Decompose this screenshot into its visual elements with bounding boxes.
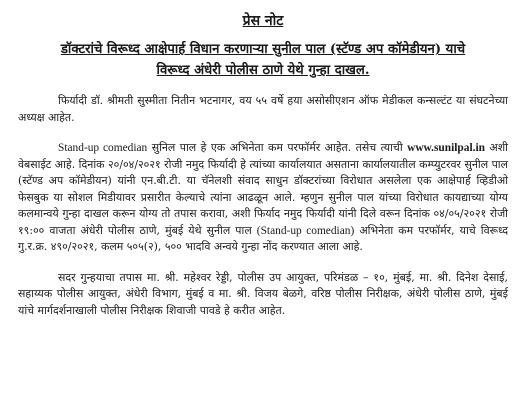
- headline: [18, 39, 508, 81]
- paragraph-investigation-text: सदर गुन्हयाचा तपास मा. श्री. महेश्वर रेड्डी, पोलीस उप आयुक्त, परिमंडळ – १०, मुंबई, मा. श्री. दिनेश देसाई, सहाय्यक पोलीस आयुक्त, अंधेरी विभाग, मुंबई व मा. श्री. विजय बेळगे, वरिष्ठ पोलीस निरीक्षक, अंधेरी पोलीस ठाणे, मुंबई यांचे मार्गदर्शनाखाली पोलीस निरीक्षक शिवाजी पावडे हे करीत आहेत.: [18, 270, 508, 317]
- paragraph-complainant-text: फिर्यादी डॉ. श्रीमती सुस्मीता नितीन भटनागर, वय ५५ वर्षे हया असोसीएशन ऑफ मेडीकल कन्सल्टंट या संघटनेच्या अध्यक्ष आहेत.: [18, 94, 508, 124]
- headline-line-1: डॉक्टरांचे विरूध्द आक्षेपार्ह विधान करणाऱ्या सुनील पाल (स्टॅण्ड अप कॉमेडीयन) याचे: [60, 42, 466, 57]
- paragraph-incident: [18, 140, 508, 256]
- incident-text-3: अभिनेता कम परफॉर्मर, याचे विरूध्द गु.र.क्र. ४९०/२०२१, कलम ५०५(२), ५०० भादवि अन्वये गुन्हा नोंद करण्यात आला आहे.: [18, 223, 508, 253]
- document-title: प्रेस नोट: [242, 13, 284, 29]
- incident-text-2: अशी वेबसाईट आहे. दिनांक २०/०४/२०२१ रोजी नमुद फिर्यादी हे त्यांच्या कार्यालयात असताना कार्यालयातील कम्प्युटरवर सुनील पाल (स्टॅण्ड अप कॉमेडीयन) यांनी एन.बी.टी. या चॅनेलशी संवाद साधुन डॉक्टरांच्या विरोधात असलेला एक आक्षेपार्ह व्हिडीओ फेसबुक या सोशल मिडीयावर प्रसारीत केल्याचे त्यांना आढळून आले. म्हणुन सुनील पाल यांच्या विरोधात कायद्याच्या योग्य कलमान्वये गुन्हा दाखल करून योग्य तो तपास करावा, अशी फिर्याद नमुद फिर्यादी यांनी दिले वरून दिनांक ०४/०५/२०२१ रोजी १९:०० वाजता अंधेरी पोलीस ठाणे, मुंबई येथे सुनील पाल: [18, 141, 508, 237]
- comedian-label-2: (Stand-up comedian): [256, 224, 355, 237]
- comedian-label: Stand-up comedian: [58, 142, 148, 154]
- website-link[interactable]: www.sunilpal.in: [407, 142, 485, 154]
- paragraph-investigation: [18, 270, 508, 320]
- headline-line-2: विरूध्द अंधेरी पोलीस ठाणे येथे गुन्हा दाखल.: [156, 63, 370, 78]
- paragraph-complainant: [18, 93, 508, 126]
- incident-text-1: सुनिल पाल हे एक अभिनेता कम परफॉर्मर आहेत. तसेच त्याची: [147, 141, 408, 154]
